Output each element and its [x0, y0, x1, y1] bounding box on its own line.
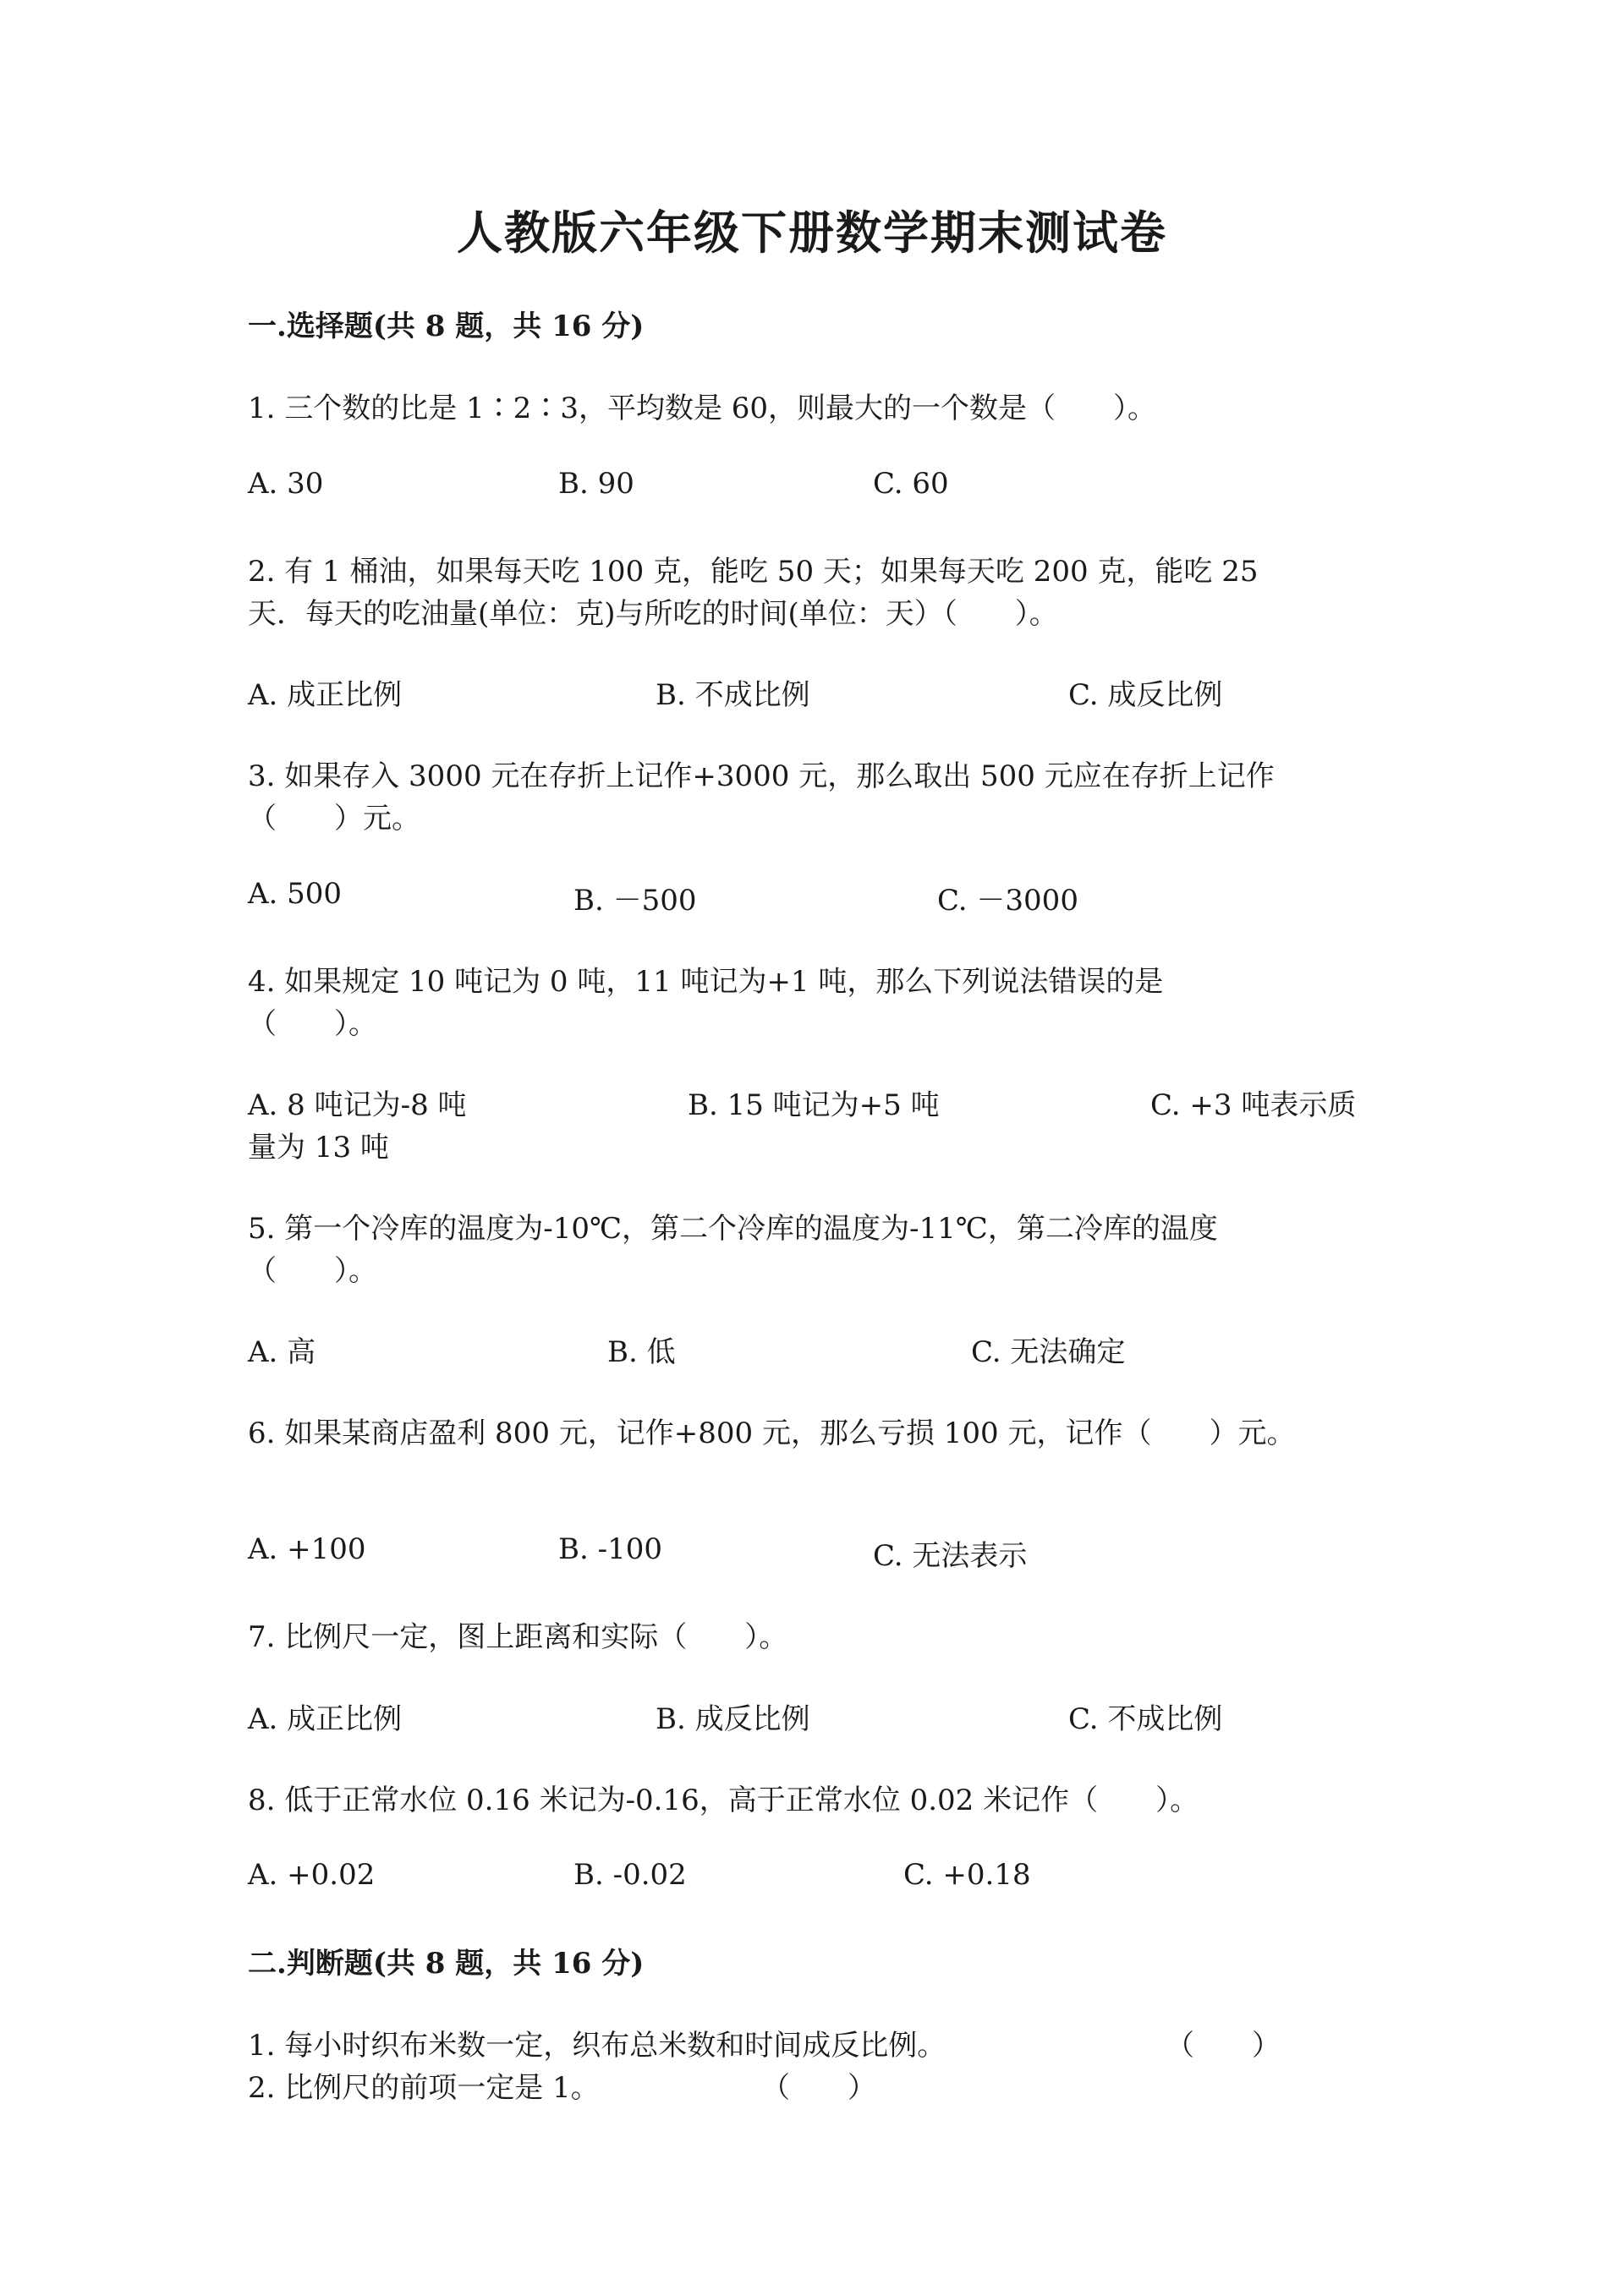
- question-7-text: 7. 比例尺一定，图上距离和实际（ ）。: [248, 1620, 788, 1654]
- question-8-option-c: C. +0.18: [903, 1858, 1031, 1892]
- question-4-option-c: C. +3 吨表示质: [1150, 1088, 1357, 1122]
- question-7-option-c: C. 不成比例: [1068, 1702, 1223, 1736]
- question-4-line-1: 4. 如果规定 10 吨记为 0 吨，11 吨记为+1 吨，那么下列说法错误的是: [248, 965, 1164, 999]
- question-1-option-c: C. 60: [873, 467, 949, 501]
- question-3-line-1: 3. 如果存入 3000 元在存折上记作+3000 元，那么取出 500 元应在存折上记作: [248, 759, 1275, 793]
- question-6-option-b: B. -100: [558, 1532, 662, 1566]
- question-6-option-c: C. 无法表示: [873, 1539, 1028, 1573]
- question-2-option-b: B. 不成比例: [656, 678, 810, 712]
- question-3-option-b: B. －500: [573, 884, 697, 918]
- judgement-1-text: 1. 每小时织布米数一定，织布总米数和时间成反比例。: [248, 2029, 946, 2063]
- question-6-text: 6. 如果某商店盈利 800 元，记作+800 元，那么亏损 100 元，记作（ ）元。: [248, 1417, 1296, 1450]
- question-5-option-a: A. 高: [248, 1335, 316, 1369]
- page-title: 人教版六年级下册数学期末测试卷: [457, 205, 1167, 260]
- question-5-line-2: （ ）。: [248, 1254, 377, 1288]
- question-5-option-b: B. 低: [607, 1335, 676, 1369]
- question-3-line-2: （ ）元。: [248, 802, 420, 836]
- judgement-1-blank[interactable]: （ ）: [1166, 2029, 1281, 2063]
- question-1-option-a: A. 30: [248, 467, 324, 501]
- question-2-line-2: 天．每天的吃油量(单位：克)与所吃的时间(单位：天）（ ）。: [248, 597, 1058, 631]
- question-1-text: 1. 三个数的比是 1∶2∶3，平均数是 60，则最大的一个数是（ ）。: [248, 392, 1157, 425]
- section-heading-choice: 一.选择题(共 8 题，共 16 分): [248, 310, 645, 343]
- question-8-option-a: A. +0.02: [248, 1858, 376, 1892]
- question-8-option-b: B. -0.02: [573, 1858, 687, 1892]
- question-7-option-b: B. 成反比例: [656, 1702, 810, 1736]
- question-8-text: 8. 低于正常水位 0.16 米记为-0.16，高于正常水位 0.02 米记作（ ）。: [248, 1784, 1199, 1817]
- question-6-option-a: A. +100: [248, 1532, 366, 1566]
- question-5-line-1: 5. 第一个冷库的温度为-10℃，第二个冷库的温度为-11℃，第二冷库的温度: [248, 1212, 1218, 1246]
- question-3-option-a: A. 500: [248, 877, 343, 911]
- question-4-line-2: （ ）。: [248, 1007, 377, 1041]
- question-1-option-b: B. 90: [558, 467, 634, 501]
- question-2-line-1: 2. 有 1 桶油，如果每天吃 100 克，能吃 50 天；如果每天吃 200 克，能吃 25: [248, 555, 1259, 589]
- question-7-option-a: A. 成正比例: [248, 1702, 403, 1736]
- judgement-2-blank[interactable]: （ ）: [761, 2071, 876, 2105]
- question-5-option-c: C. 无法确定: [971, 1335, 1126, 1369]
- section-heading-judgement: 二.判断题(共 8 题，共 16 分): [248, 1947, 645, 1981]
- question-4-option-b: B. 15 吨记为+5 吨: [688, 1088, 940, 1122]
- question-2-option-c: C. 成反比例: [1068, 678, 1223, 712]
- judgement-2-text: 2. 比例尺的前项一定是 1。: [248, 2071, 600, 2105]
- question-2-option-a: A. 成正比例: [248, 678, 403, 712]
- question-4-option-c-continued: 量为 13 吨: [248, 1131, 389, 1164]
- question-4-option-a: A. 8 吨记为-8 吨: [248, 1088, 467, 1122]
- question-3-option-c: C. －3000: [937, 884, 1078, 918]
